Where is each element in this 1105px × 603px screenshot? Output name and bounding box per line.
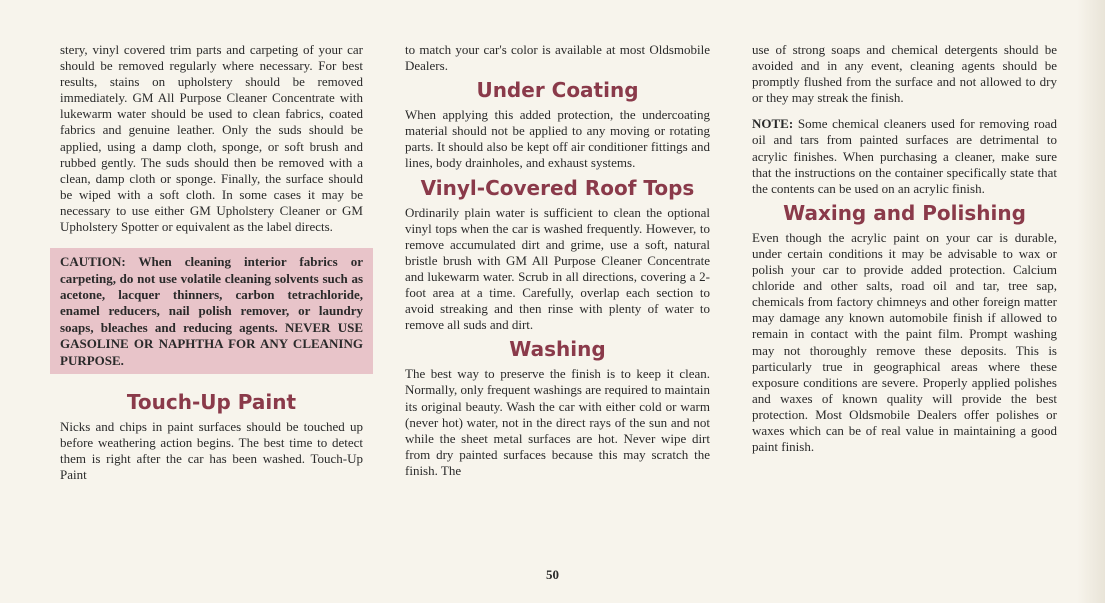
page-edge-shadow (1077, 0, 1105, 603)
washing-heading: Washing (509, 337, 606, 362)
waxing-polishing-paragraph: Even though the acrylic paint on your car is durable, under certain conditions it may be advisable to wax or polish your car to provide added protection. Calcium chloride and other salts, road oil and tar, tree sap, chemicals from factory chimneys and other foreign matter may damage any known automobile finish if allowed to remain in contact with the paint film. Prompt washing may not thoroughly remove these deposits. This is particularly true in geographical areas where these exposure conditions are severe. Properly applied polishes and waxes of known quality will provide the best protection. Most Oldsmobile Dealers offer polishes or waxes which can be of real value in maintaining a good paint finish. (752, 229, 1057, 455)
detergent-paragraph: use of strong soaps and chemical detergents should be avoided and in any event, cleaning agents should be promptly flushed from the surface and not allowed to dry or they may streak the finish. (752, 42, 1057, 106)
middle-column (405, 42, 710, 479)
under-coating-paragraph: When applying this added protection, the undercoating material should not be applied to any moving or rotating parts. It should also be kept off air conditioner fittings and lines, body drainholes, and exhaust systems. (405, 107, 710, 171)
touch-up-paint-heading: Touch-Up Paint (126, 389, 297, 414)
right-column (752, 42, 1057, 455)
dealer-paragraph: to match your car's color is available at most Oldsmobile Dealers. (405, 42, 710, 74)
page-number: 50 (546, 567, 559, 582)
caution-box: CAUTION: When cleaning interior fabrics or carpeting, do not use volatile cleaning solvents such as acetone, lacquer thinners, carbon tetrachloride, enamel reducers, nail polish remover, or laundry soaps, bleaches and reducing agents. NEVER USE GASOLINE OR NAPHTHA FOR ANY CLEANING PURPOSE. (50, 248, 373, 374)
upholstery-paragraph: stery, vinyl covered trim parts and carpeting of your car should be removed regularly where necessary. For best results, stains on upholstery should be removed immediately. GM All Purpose Cleaner Concentrate with lukewarm water should be used to clean fabrics, coated fabrics and genuine leather. Only the suds should be applied, using a damp cloth, sponge, or soft brush and rubbed gently. The suds should then be removed with a clean, damp cloth or sponge. Finally, the surface should be wiped with a soft cloth. In some cases it may be necessary to use either GM Upholstery Cleaner or GM Upholstery Spotter or equivalent as the label directs. (60, 42, 363, 235)
note-text: Some chemical cleaners used for removing road oil and tars from painted surfaces are detrimental to acrylic finishes. When purchasing a cleaner, make sure that the instructions on the container specifically state that the contents can be used on an acrylic finish. (752, 116, 1057, 196)
touch-up-paint-paragraph: Nicks and chips in paint surfaces should be touched up before weathering action begins. The best time to detect them is right after the car has been washed. Touch-Up Paint (60, 418, 363, 483)
washing-paragraph: The best way to preserve the finish is to keep it clean. Normally, only frequent washings are required to maintain its original beauty. Wash the car with either cold or warm (never hot) water, not in the direct rays of the sun and not while the sheet metal surfaces are hot. Never wipe dirt from dry painted surfaces because this may scratch the finish. The (405, 366, 710, 478)
left-column (60, 42, 363, 483)
vinyl-roof-heading: Vinyl-Covered Roof Tops (420, 175, 695, 200)
note-label: NOTE: (752, 116, 794, 132)
waxing-polishing-heading: Waxing and Polishing (783, 200, 1026, 225)
vinyl-roof-paragraph: Ordinarily plain water is sufficient to clean the optional vinyl tops when the car is washed frequently. However, to remove accumulated dirt and grime, use a soft, natural bristle brush with GM All Purpose Cleaner Concentrate and lukewarm water. Scrub in all directions, covering a 2-foot area at a time. Carefully, overlap each section to avoid streaking and then rinse with plenty of water to remove all suds and dirt. (405, 204, 710, 333)
under-coating-heading: Under Coating (476, 78, 639, 103)
note-paragraph (752, 116, 1057, 196)
